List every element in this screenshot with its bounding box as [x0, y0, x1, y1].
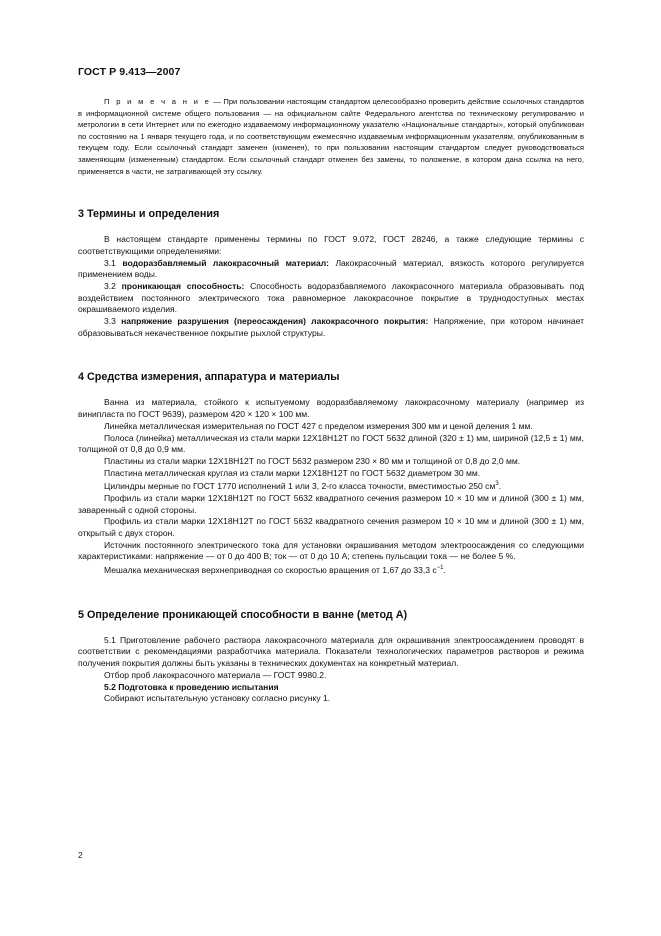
section-4-paragraph-2: Линейка металлическая измерительная по ГОСТ 427 с пределом измерения 300 мм и ценой деления 1 мм. [104, 420, 533, 431]
term-3-2-number: 3.2 [104, 280, 122, 291]
page-number: 2 [78, 850, 83, 860]
section-4-paragraph-8: Профиль из стали марки 12Х18Н12Т по ГОСТ 5632 квадратного сечения размером 10 × 10 мм и длиной (300 ± 1) мм, открытый с двух сторон. [78, 516, 584, 539]
term-3-2-definition: Способность водоразбавляемого лакокрасочного материала образовывать под воздействием постоянного электрического тока равномерное лакокрасочное покрытие в труднодоступных местах окрашиваемого изделия. [78, 280, 584, 315]
section-4-paragraph-6-text: Цилиндры мерные по ГОСТ 1770 исполнений 1 или 3, 2-го класса точности, вместимостью 250 см [104, 481, 496, 492]
section-4-paragraph-4: Пластины из стали марки 12Х18Н12Т по ГОСТ 5632 размером 230 × 80 мм и толщиной от 0,8 до 2,0 мм. [104, 456, 521, 466]
section-4-paragraph-10-text: Мешалка механическая верхнеприводная со скоростью вращения от 1,67 до 33,3 с [104, 565, 437, 576]
section-4-title: 4 Средства измерения, аппаратура и материалы [78, 371, 340, 384]
section-5-subheading: 5.2 Подготовка к проведению испытания [104, 681, 279, 692]
section-4-paragraph-7: Профиль из стали марки 12Х18Н12Т по ГОСТ 5632 квадратного сечения размером 10 × 10 мм и длиной (300 ± 1) мм, заваренный с одной стороны. [78, 492, 584, 515]
section-5-title: 5 Определение проникающей способности в ванне (метод А) [78, 608, 408, 621]
term-3-1 [78, 258, 584, 281]
term-3-1-term: водоразбавляемый лакокрасочный материал: [122, 257, 329, 268]
section-4-paragraph-10 [78, 563, 584, 577]
note-label: П р и м е ч а н и е [104, 97, 212, 106]
term-3-1-definition: Лакокрасочный материал, вязкость которого регулируется применением воды. [78, 257, 584, 280]
term-3-3-number: 3.3 [104, 316, 122, 327]
section-4-paragraph-5: Пластина металлическая круглая из стали марки 12Х18Н12Т по ГОСТ 5632 диаметром 30 мм. [104, 467, 481, 478]
section-4-paragraph-6-end: . [498, 481, 502, 492]
page-content [78, 96, 584, 705]
term-3-1-number: 3.1 [104, 257, 123, 268]
section-4-paragraph-10-end: . [443, 565, 446, 576]
section-4-paragraph-1: Ванна из материала, стойкого к испытуемому водоразбавляемому лакокрасочному материалу (например из винипласта по ГОСТ 9639), размером 420 × 120 × 100 мм. [78, 397, 584, 420]
term-3-2-term: проникающая способность: [121, 280, 245, 291]
section-4-paragraph-6-superscript: 3 [495, 481, 499, 488]
section-4-paragraph-10-superscript: −1 [436, 565, 444, 572]
section-5-paragraph-1: 5.1 Приготовление рабочего раствора лакокрасочного материала для окрашивания электроосаждением проводят в соответствии с рекомендациями разработчика материала. Показатели технологических параметров растворов и режима получения покрытия должны быть указаны в технических документах на конкретный материал. [78, 634, 584, 669]
standard-header: ГОСТ Р 9.413—2007 [78, 66, 181, 78]
section-5-paragraph-2: Отбор проб лакокрасочного материала — ГОСТ 9980.2. [104, 669, 327, 680]
term-3-3-definition: Напряжение, при котором начинает образовываться некачественное покрытие рыхлой структуры. [78, 316, 584, 338]
term-3-2 [78, 281, 584, 316]
section-3-title: 3 Термины и определения [78, 208, 220, 221]
term-3-3-term: напряжение разрушения (переосаждения) лакокрасочного покрытия: [121, 316, 429, 327]
section-5-paragraph-4: Собирают испытательную установку согласно рисунку 1. [104, 693, 331, 704]
section-3-intro: В настоящем стандарте применены термины по ГОСТ 9.072, ГОСТ 28246, а также следующие термины с соответствующими определениями: [78, 234, 584, 256]
note-text: — При пользовании настоящим стандартом целесообразно проверить действие ссылочных стандартов в информационной системе общего пользования — на официальном сайте Федерального агентства по техническому регулированию и метрологии в сети Интернет или по ежегодно издаваемому информационному указателю «Национальные стандарты», который опубликован по состоянию на 1 января текущего года, и по соответствующим ежемесячно издаваемым информационным указателям, опубликованным в текущем году. Если ссылочный стандарт заменен (изменен), то при пользовании настоящим стандартом следует руководствоваться заменяющим (измененным) стандартом. Если ссылочный стандарт отменен без замены, то положение, в котором дана ссылка на него, применяется в части, не затрагивающей эту ссылку. [78, 97, 584, 176]
term-3-3 [78, 316, 584, 339]
section-4-paragraph-6 [78, 479, 584, 493]
section-4-paragraph-3: Полоса (линейка) металлическая из стали марки 12Х18Н12Т по ГОСТ 5632 длиной (320 ± 1) мм, шириной (12,5 ± 1) мм, толщиной от 0,8 до 0,9 мм. [78, 432, 584, 455]
section-4-paragraph-9: Источник постоянного электрического тока для установки окрашивания методом электроосаждения со следующими характеристиками: напряжение — от 0 до 400 В; ток — от 0 до 10 А; степень пульсации тока — не более 5 %. [78, 539, 584, 562]
note-paragraph [78, 96, 584, 177]
